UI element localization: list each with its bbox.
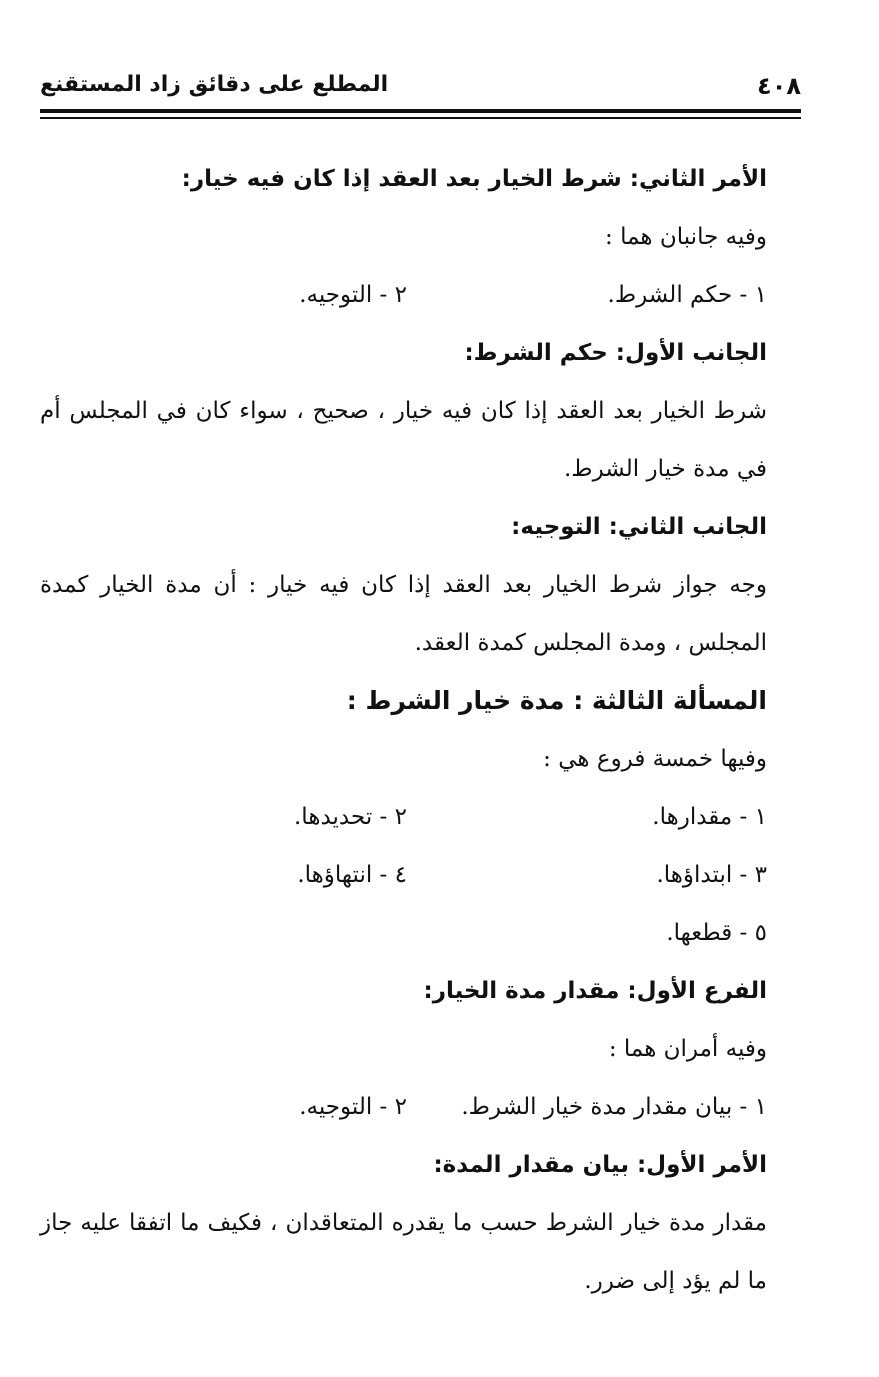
- intro-text: وفيها خمسة فروع هي :: [543, 746, 767, 772]
- subsection-heading: الجانب الثاني: التوجيه:: [511, 514, 767, 540]
- header-rule-thin: [40, 117, 801, 119]
- paragraph-line: في مدة خيار الشرط.: [563, 456, 767, 482]
- header-rule-thick: [40, 109, 801, 113]
- subsection-heading: الأمر الأول: بيان مقدار المدة:: [433, 1152, 767, 1178]
- subsection-heading: الفرع الأول: مقدار مدة الخيار:: [423, 978, 767, 1004]
- list-item: ٤ - انتهاؤها.: [297, 862, 407, 888]
- numbered-list: [40, 788, 767, 846]
- numbered-list: [40, 1078, 767, 1136]
- paragraph-line: ما لم يؤد إلى ضرر.: [584, 1268, 767, 1294]
- list-item: ٢ - تحديدها.: [294, 804, 407, 830]
- intro-text: وفيه أمران هما :: [608, 1036, 767, 1062]
- list-item: ٢ - التوجيه.: [299, 1094, 407, 1120]
- subsection-heading: الجانب الأول: حكم الشرط:: [464, 340, 767, 366]
- list-item: ١ - حكم الشرط.: [607, 282, 767, 308]
- list-item: ١ - مقدارها.: [652, 804, 767, 830]
- intro-text: وفيه جانبان هما :: [605, 224, 767, 250]
- section-heading: الأمر الثاني: شرط الخيار بعد العقد إذا كان فيه خيار:: [181, 166, 767, 192]
- numbered-list: [40, 846, 767, 904]
- page-header: [40, 72, 801, 112]
- list-item: ٣ - ابتداؤها.: [656, 862, 767, 888]
- running-title: المطلع على دقائق زاد المستقنع: [40, 72, 389, 97]
- paragraph-line: المجلس ، ومدة المجلس كمدة العقد.: [414, 630, 767, 656]
- page-number: ٤٠٨: [757, 72, 801, 100]
- numbered-list: [40, 266, 767, 324]
- list-item: ١ - بيان مقدار مدة خيار الشرط.: [461, 1094, 767, 1120]
- list-item: ٢ - التوجيه.: [299, 282, 407, 308]
- list-item: ٥ - قطعها.: [666, 920, 767, 946]
- paragraph-line: شرط الخيار بعد العقد إذا كان فيه خيار ، صحيح ، سواء كان في المجلس أم: [40, 398, 767, 424]
- page-content: [40, 150, 767, 1310]
- paragraph-line: مقدار مدة خيار الشرط حسب ما يقدره المتعاقدان ، فكيف ما اتفقا عليه جاز: [40, 1210, 767, 1236]
- section-heading: المسألة الثالثة : مدة خيار الشرط :: [346, 686, 767, 715]
- paragraph-line: وجه جواز شرط الخيار بعد العقد إذا كان فيه خيار : أن مدة الخيار كمدة: [40, 572, 767, 598]
